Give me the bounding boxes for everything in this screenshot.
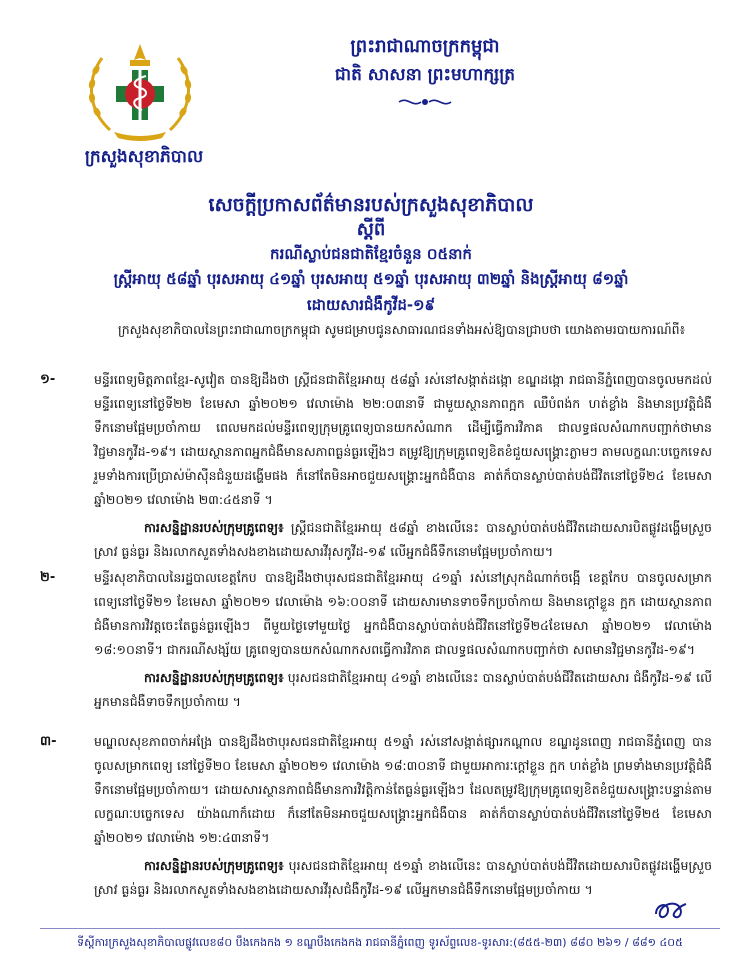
signature-mark-icon (650, 896, 690, 924)
conclusion-text: បុរសជនជាតិខ្មែរអាយុ ៥១ឆ្នាំ ខាងលើនេះ បានស្លាប់បាត់បង់ជីវិតដោយសារបិតផ្លូវដង្ហើមស្រួចស្រាវ ធ្ងន់ធ្ងរ និងរលាកសួតទាំងសងខាងដោយសារវីរុសជំងឺកូវីដ-១៩ លើអ្នកមានជំងឺទឹកនោមផ្អែមប្រចាំកាយ ។ (94, 858, 712, 897)
case-item-2 (40, 566, 712, 714)
conclusion-label: ការសន្និដ្ឋានរបស់ក្រុមគ្រូពេទ្យ៖ (144, 858, 284, 873)
intro-paragraph: ក្រសួងសុខាភិបាលនៃព្រះរាជាណាចក្រកម្ពុជា សូមជម្រាបជូនសាធារណជនទាំងអស់ឱ្យបានជ្រាបថា យោងតាមរបាយការណ៍ពី៖ (118, 322, 686, 337)
title-line-3: ករណីស្លាប់ជនជាតិខ្មែរចំនួន ០៥នាក់ (270, 245, 472, 263)
conclusion-text: បុរសជនជាតិខ្មែរអាយុ ៤១ឆ្នាំ ខាងលើនេះ បានស្លាប់បាត់បង់ជីវិតដោយសារ ជំងឺកូវីដ-១៩ លើអ្នកមានជំងឺទាចទឹកប្រចាំកាយ ។ (94, 670, 712, 709)
footer-divider (40, 928, 720, 929)
title-line-1: សេចក្តីប្រកាសព័ត៌មានរបស់ក្រសួងសុខាភិបាល (208, 194, 534, 216)
ministry-name: ក្រសួងសុខាភិបាល (84, 147, 204, 167)
case-conclusion (94, 666, 712, 714)
title-line-5: ដោយសារជំងឺកូវីដ-១៩ (306, 296, 436, 314)
case-conclusion (94, 854, 712, 902)
case-conclusion (94, 516, 712, 564)
conclusion-label: ការសន្និដ្ឋានរបស់ក្រុមគ្រូពេទ្យ៖ (144, 520, 284, 535)
conclusion-label: ការសន្និដ្ឋានរបស់ក្រុមគ្រូពេទ្យ៖ (144, 670, 284, 685)
conclusion-text: ស្ត្រីជនជាតិខ្មែរអាយុ ៥៨ឆ្នាំ ខាងលើនេះ បានស្លាប់បាត់បង់ជីវិតដោយសារបិតផ្លូវដង្ហើមស្រួចស្រាវ ធ្ងន់ធ្ងរ និងរលាកសួតទាំងសងខាងដោយសារវីរុសកូវីដ-១៩ លើអ្នកជំងឺទឹកនោមផ្អែមប្រចាំកាយ។ (94, 520, 712, 559)
footer-address: ទីស្តីការក្រសួងសុខាភិបាលផ្លូវលេខ៨០ បឹងកេងកង ១ ខណ្ឌបឹងកេងកង រាជធានីភ្នំពេញ ទូរស័ព្ទលេខ-ទូរសារ:(៨៥៥-២៣) ៨៨០ ២៦១ / ៨៨១ ៤០៥ (77, 936, 683, 949)
ornament-divider-icon (395, 94, 455, 110)
ministry-logo-icon (80, 40, 200, 146)
case-number: ៣- (40, 734, 57, 749)
kingdom-title: ព្រះរាជាណាចក្រកម្ពុជា (350, 36, 500, 57)
title-line-2: ស្តីពី (356, 219, 386, 240)
case-text: មណ្ឌលសុខភាពចាក់អង្រែ បានឱ្យដឹងថាបុរសជនជាតិខ្មែរអាយុ ៥១ឆ្នាំ រស់នៅសង្កាត់ផ្សារកណ្តាល ខណ្ឌដូនពេញ រាជធានីភ្នំពេញ បានចូលសម្រាកពេទ្យ នៅថ្ងៃទី២០ ខែមេសា ឆ្នាំ២០២១ វេលាម៉ោង ១៨:៣០នាទី ជាមួយអាការៈក្តៅខ្លួន ក្អក ហត់ខ្លាំង ព្រមទាំងមានប្រវត្តិជំងឺទឹកនោមផ្អែមប្រចាំកាយ។ ដោយសារស្ថានភាពជំងឺមានការវិវត្តិកាន់តែធ្ងន់ធ្ងរឡើងៗ ដែលតម្រូវឱ្យក្រុមគ្រូពេទ្យខិតខំជួយសង្គ្រោះបន្ទាន់តាមលក្ខណៈបច្ចេកទេស យ៉ាងណាក៏ដោយ ក៏នៅតែមិនអាចជួយសង្គ្រោះអ្នកជំងឺបាន គាត់ក៏បានស្លាប់បាត់បង់ជីវិតនៅថ្ងៃទី២៥ ខែមេសា ឆ្នាំ២០២១ វេលាម៉ោង ១២:៤៣នាទី។ (94, 734, 712, 845)
announcement-title (30, 192, 712, 318)
case-number: ១- (40, 372, 56, 387)
title-line-4: ស្ត្រីអាយុ ៥៨ឆ្នាំ បុរសអាយុ ៤១ឆ្នាំ បុរសអាយុ ៥១ឆ្នាំ បុរសអាយុ ៣២ឆ្នាំ និងស្ត្រីអាយុ ៨១ឆ្នាំ (113, 270, 629, 288)
case-text: មន្ទីរពេទ្យមិត្តភាពខ្មែរ-សូវៀត បានឱ្យដឹងថា ស្ត្រីជនជាតិខ្មែរអាយុ ៥៨ឆ្នាំ រស់នៅសង្កាត់ដង្កោ ខណ្ឌដង្កោ រាជធានីភ្នំពេញបានចូលមកដល់មន្ទីរពេទ្យនៅថ្ងៃទី២២ ខែមេសា ឆ្នាំ២០២១ វេលាម៉ោង ២២:០៣នាទី ជាមួយស្ថានភាពក្អក ឈឺបំពង់ក ហត់ខ្លាំង និងមានប្រវត្តិជំងឺទឹកនោមផ្អែមប្រចាំកាយ ពេលមកដល់មន្ទីរពេទ្យក្រុមគ្រូពេទ្យបានយកសំណាក ដើម្បីធ្វើការវិភាគ ជាលទ្ធផលសំណាកបញ្ជាក់ថាមានវិជ្ជមានកូវីដ-១៩។ ដោយស្ថានភាពអ្នកជំងឺមានសភាពធ្ងន់ធ្ងរឡើងៗ តម្រូវឱ្យក្រុមគ្រូពេទ្យខិតខំជួយសង្គ្រោះភ្លាមៗ តាមលក្ខណៈបច្ចេកទេសរួមទាំងការប្រើប្រាស់ម៉ាស៊ីនជំនួយដង្ហើមផង ក៏នៅតែមិនអាចជួយសង្គ្រោះអ្នកជំងឺបាន គាត់ក៏បានស្លាប់បាត់បង់ជីវិតនៅថ្ងៃទី២៤ ខែមេសា ឆ្នាំ២០២១ វេលាម៉ោង ២៣:៤៥នាទី ។ (94, 372, 712, 507)
national-motto: ជាតិ សាសនា ព្រះមហាក្សត្រ (334, 65, 516, 85)
case-item-3 (40, 730, 712, 902)
case-item-1 (40, 368, 712, 564)
case-text: មន្ទីរសុខាភិបាលនៃរដ្ឋបាលខេត្តកែប បានឱ្យដឹងថាបុរសជនជាតិខ្មែរអាយុ ៤១ឆ្នាំ រស់នៅស្រុកដំណាក់ចង្អើ ខេត្តកែប បានចូលសម្រាកពេទ្យនៅថ្ងៃទី២១ ខែមេសា ឆ្នាំ២០២១ វេលាម៉ោង ១៦:០០នាទី ដោយសារមានទាចទឹកប្រចាំកាយ និងមានក្តៅខ្លួន ក្អក ដោយស្ថានភាពជំងឺមានការវិវត្តចេះតែធ្ងន់ធ្ងរឡើងៗ ពីមួយថ្ងៃទៅមួយថ្ងៃ អ្នកជំងឺបានស្លាប់បាត់បង់ជីវិតនៅថ្ងៃទី២៤ខែមេសា ឆ្នាំ២០២១ វេលាម៉ោង ១៨:១០នាទី។ ជាករណីសង្ស័យ គ្រូពេទ្យបានយកសំណាកសពធ្វើការវិភាគ ជាលទ្ធផលសំណាកបញ្ជាក់ថា សពមានវិជ្ជមានកូវីដ-១៩។ (94, 570, 712, 657)
case-number: ២- (40, 570, 56, 585)
